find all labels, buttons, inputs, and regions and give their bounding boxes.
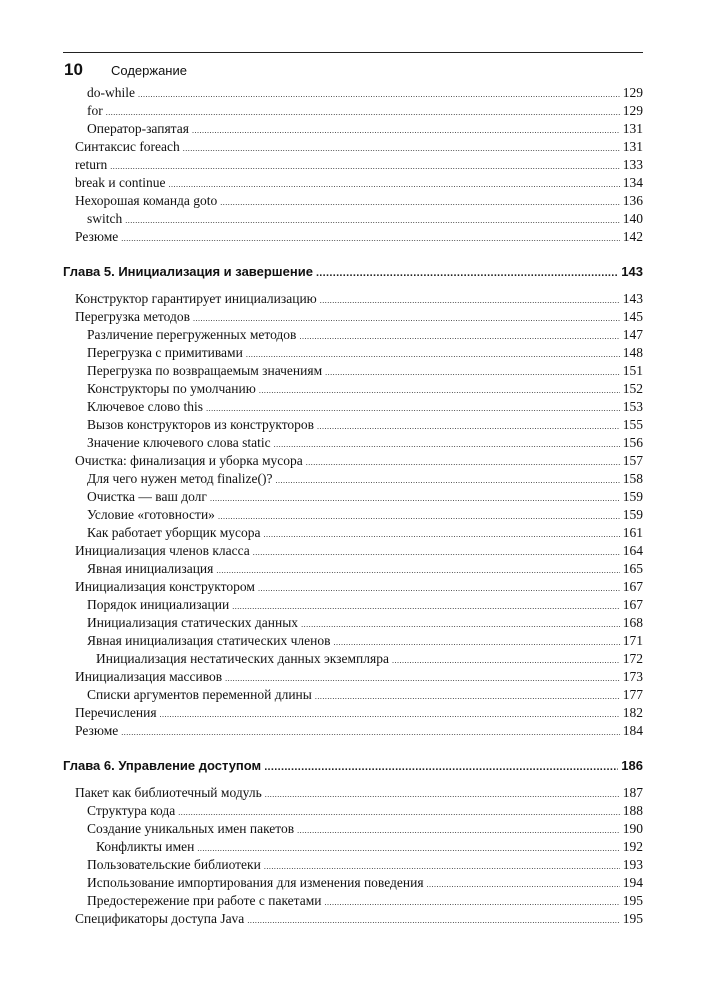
toc-entry-page: 171 [622,633,643,648]
toc-entry-title: Создание уникальных имен пакетов [87,821,295,836]
toc-entry [75,290,643,308]
toc-entry-title: Инициализация статических данных [87,615,299,630]
toc-entry-page: 131 [622,121,643,136]
toc-entry [75,228,643,246]
toc-entry-title: Явная инициализация [87,561,214,576]
toc-entry [75,138,643,156]
toc-entry-page: 184 [622,723,643,738]
toc-entry-title: do-while [87,85,135,100]
toc-entry-title: Перечисления [75,705,157,720]
toc-entry [96,650,643,668]
toc-entry-title: Перегрузка по возвращаемым значениям [87,363,323,378]
toc-entry [87,344,643,362]
toc-entry [87,398,643,416]
page-number: 10 [64,60,83,79]
toc-entry-page: 134 [622,175,643,190]
toc-entry [87,524,643,542]
toc-entry-title: Пользовательские библиотеки [87,857,261,872]
toc-entry-page: 188 [622,803,643,818]
toc-entry-title: Очистка: финализация и уборка мусора [75,453,303,468]
toc-entry [87,84,643,102]
toc-entry [87,210,643,228]
toc-entry [87,856,643,874]
toc-entry [75,668,643,686]
toc-entry-page: 182 [622,705,643,720]
toc-entry-page: 159 [622,507,643,522]
toc-entry-title: Синтаксис foreach [75,139,180,154]
toc-entry-page: 186 [621,758,643,773]
dot-leader [316,264,618,282]
toc-entry-title: Как работает уборщик мусора [87,525,261,540]
toc-entry [87,488,643,506]
toc-entry-title: Значение ключевого слова static [87,435,271,450]
toc-entry [75,308,643,326]
toc-entry-page: 168 [622,615,643,630]
toc-entry-page: 194 [622,875,643,890]
toc-entry [75,578,643,596]
toc-chapter-heading [63,757,643,775]
toc-entry [87,820,643,838]
toc-entry-page: 195 [622,911,643,926]
toc-entry [75,704,643,722]
toc-entry-title: return [75,157,108,172]
toc-entry-title: Вызов конструкторов из конструкторов [87,417,315,432]
toc-entry [87,874,643,892]
toc-entry-title: break и continue [75,175,166,190]
toc-entry-page: 157 [622,453,643,468]
toc-entry-title: Предостережение при работе с пакетами [87,893,322,908]
toc-entry [75,192,643,210]
toc-entry-title: switch [87,211,123,226]
toc-entry-page: 151 [622,363,643,378]
toc-entry-title: Инициализация конструктором [75,579,255,594]
toc-entry [75,174,643,192]
toc-entry-page: 147 [622,327,643,342]
toc-entry-page: 167 [622,597,643,612]
toc-entry [87,686,643,704]
toc-entry [87,416,643,434]
toc-entry-page: 158 [622,471,643,486]
dot-leader [121,230,619,248]
toc-entry [87,362,643,380]
toc-entry-page: 172 [622,651,643,666]
toc-chapter-heading [63,263,643,281]
toc-entry-page: 140 [622,211,643,226]
toc-entry [87,326,643,344]
toc-entry-page: 187 [622,785,643,800]
toc-entry-title: Условие «готовности» [87,507,215,522]
toc-entry-title: Для чего нужен метод finalize()? [87,471,273,486]
toc-entry [87,434,643,452]
toc-entry [75,452,643,470]
toc-entry-title: Явная инициализация статических членов [87,633,331,648]
toc-entry-page: 143 [622,291,643,306]
toc-entry [87,380,643,398]
toc-entry-title: Очистка — ваш долг [87,489,207,504]
toc-entry-title: Перегрузка с примитивами [87,345,243,360]
toc-entry-title: Ключевое слово this [87,399,204,414]
toc-entry-page: 177 [622,687,643,702]
toc-entry-title: Оператор-запятая [87,121,189,136]
toc-entry-page: 159 [622,489,643,504]
toc-entry [87,614,643,632]
toc-entry-page: 131 [622,139,643,154]
toc-entry-page: 148 [622,345,643,360]
toc-entry [87,102,643,120]
dot-leader [264,758,618,776]
toc-entry-page: 155 [622,417,643,432]
toc-entry-title: Инициализация нестатических данных экземпляра [96,651,389,666]
toc-entry-page: 193 [622,857,643,872]
toc-entry-page: 136 [622,193,643,208]
toc-entry-title: Списки аргументов переменной длины [87,687,312,702]
toc-entry [87,892,643,910]
toc-entry [87,560,643,578]
toc-entry [75,910,643,928]
toc-entry-page: 153 [622,399,643,414]
toc-entry-title: Порядок инициализации [87,597,230,612]
toc-entry [87,802,643,820]
toc-entry [87,596,643,614]
dot-leader [121,724,619,742]
toc-entry-title: for [87,103,103,118]
toc-entry [75,722,643,740]
toc-entry [96,838,643,856]
toc-entry-page: 190 [622,821,643,836]
toc-entry-page: 133 [622,157,643,172]
toc-entry-title: Резюме [75,229,119,244]
toc-entry-page: 164 [622,543,643,558]
toc-entry [75,542,643,560]
toc-entry [87,632,643,650]
running-title: Содержание [111,63,187,78]
toc-entry-page: 145 [622,309,643,324]
toc-entry-title: Конструктор гарантирует инициализацию [75,291,317,306]
toc-entry-page: 167 [622,579,643,594]
toc-entry [75,784,643,802]
toc-entry-page: 195 [622,893,643,908]
toc-entry-page: 129 [622,103,643,118]
toc-entry [87,470,643,488]
toc-entry-title: Конструкторы по умолчанию [87,381,256,396]
toc-entry-page: 156 [622,435,643,450]
toc-entry-title: Перегрузка методов [75,309,191,324]
toc-entry-title: Глава 6. Управление доступом [63,758,262,773]
toc-entry-title: Инициализация членов класса [75,543,250,558]
toc-entry-page: 165 [622,561,643,576]
toc-entry-page: 129 [622,85,643,100]
toc-entry-page: 161 [622,525,643,540]
toc-entry [87,506,643,524]
toc-entry-title: Различение перегруженных методов [87,327,297,342]
toc-entry-title: Инициализация массивов [75,669,223,684]
toc-entry-page: 173 [622,669,643,684]
toc-entry-page: 142 [622,229,643,244]
toc-entry-page: 152 [622,381,643,396]
toc-entry-title: Пакет как библиотечный модуль [75,785,262,800]
toc-entry [87,120,643,138]
toc-entry-title: Использование импортирования для изменения поведения [87,875,424,890]
toc-entry-title: Резюме [75,723,119,738]
dot-leader [247,912,619,930]
toc-entry-title: Спецификаторы доступа Java [75,911,245,926]
toc-entry-title: Глава 5. Инициализация и завершение [63,264,313,279]
toc-entry-page: 192 [622,839,643,854]
toc-entry-title: Структура кода [87,803,176,818]
toc-entry-title: Нехорошая команда goto [75,193,218,208]
toc-entry-title: Конфликты имен [96,839,195,854]
toc-entry [75,156,643,174]
toc-entry-page: 143 [621,264,643,279]
